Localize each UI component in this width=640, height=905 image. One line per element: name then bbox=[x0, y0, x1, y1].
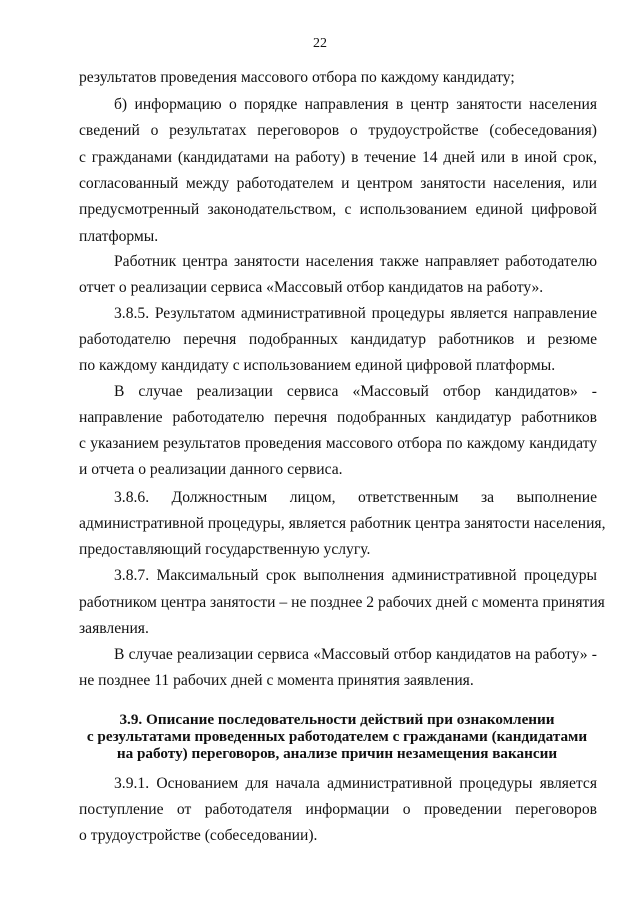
text-line: не позднее 11 рабочих дней с момента принятия заявления. bbox=[79, 672, 474, 689]
section-heading-line: с результатами проведенных работодателем с гражданами (кандидатами bbox=[86, 728, 588, 745]
text-line: 3.8.7. Максимальный срок выполнения административной процедуры bbox=[114, 567, 597, 584]
text-line: предусмотренный законодательством, с использованием единой цифровой bbox=[79, 201, 597, 218]
text-line: административной процедуры, является работник центра занятости населения, bbox=[79, 515, 606, 532]
text-line: В случае реализации сервиса «Массовый отбор кандидатов на работу» - bbox=[114, 646, 597, 663]
text-line: работником центра занятости – не позднее 2 рабочих дней с момента принятия bbox=[79, 594, 605, 611]
text-line: В случае реализации сервиса «Массовый отбор кандидатов» - bbox=[114, 383, 597, 400]
text-line: заявления. bbox=[79, 620, 149, 637]
text-line: 3.8.5. Результатом административной процедуры является направление bbox=[114, 305, 597, 322]
text-line: с гражданами (кандидатами на работу) в течение 14 дней или в иной срок, bbox=[79, 149, 597, 166]
text-line: предоставляющий государственную услугу. bbox=[79, 541, 371, 558]
text-line: направление работодателю перечня подобранных кандидатур работников bbox=[79, 409, 597, 426]
page-number: 22 bbox=[313, 36, 327, 51]
text-line: результатов проведения массового отбора по каждому кандидату; bbox=[79, 69, 515, 86]
text-line: по каждому кандидату с использованием единой цифровой платформы. bbox=[79, 357, 556, 374]
text-line: работодателю перечня подобранных кандидатур работников и резюме bbox=[79, 331, 597, 348]
text-line: б) информацию о порядке направления в центр занятости населения bbox=[114, 96, 597, 113]
text-line: и отчета о реализации данного сервиса. bbox=[79, 461, 343, 478]
section-heading-line: 3.9. Описание последовательности действий при ознакомлении bbox=[119, 711, 555, 728]
section-heading-line: на работу) переговоров, анализе причин незамещения вакансии bbox=[116, 745, 558, 762]
text-line: согласованный между работодателем и центром занятости населения, или bbox=[79, 175, 597, 192]
text-line: о трудоустройстве (собеседовании). bbox=[79, 827, 318, 844]
text-line: платформы. bbox=[79, 228, 159, 245]
text-line: отчет о реализации сервиса «Массовый отбор кандидатов на работу». bbox=[79, 279, 544, 296]
text-line: 3.8.6. Должностным лицом, ответственным за выполнение bbox=[114, 489, 597, 506]
text-line: с указанием результатов проведения массового отбора по каждому кандидату bbox=[79, 435, 597, 452]
text-line: сведений о результатах переговоров о трудоустройстве (собеседования) bbox=[79, 122, 597, 139]
text-line: поступление от работодателя информации о проведении переговоров bbox=[79, 801, 597, 818]
text-line: Работник центра занятости населения также направляет работодателю bbox=[114, 253, 597, 270]
text-line: 3.9.1. Основанием для начала административной процедуры является bbox=[114, 775, 597, 792]
